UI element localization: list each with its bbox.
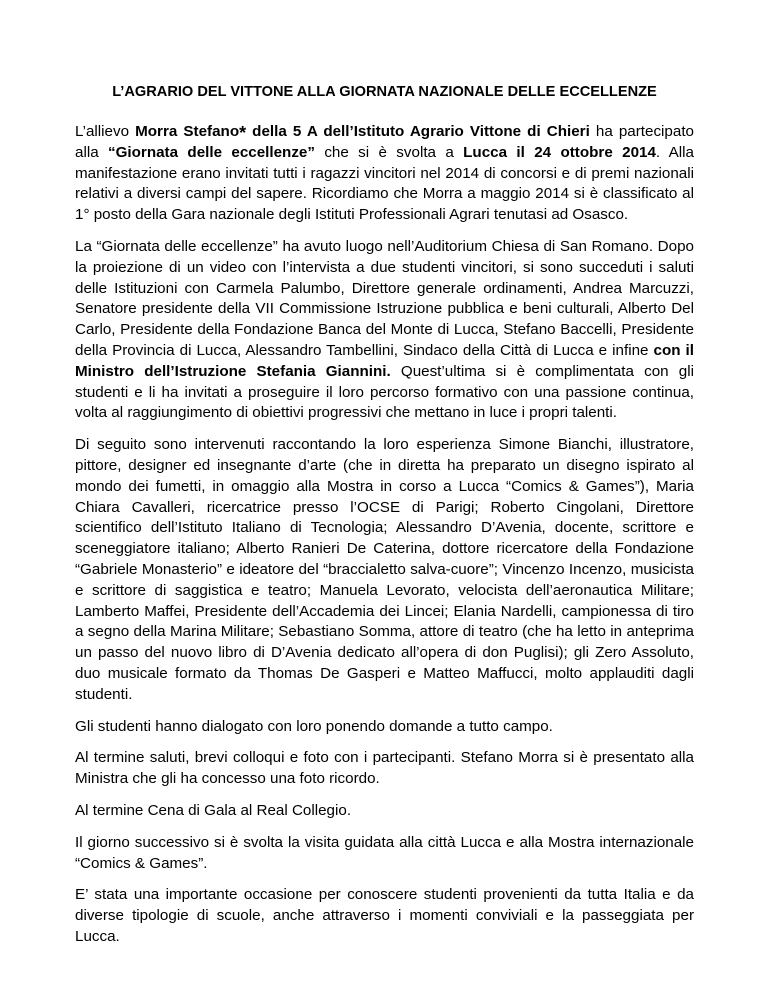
paragraph-3: Di seguito sono intervenuti raccontando la loro esperienza Simone Bianchi, illustratore, pittore, designer ed insegnante d’arte (che in diretta ha preparato un disegno ispirato al mondo dei fumetti, in omaggio alla Mostra in corso a Lucca “Comics & Games”), Maria Chiara Cavalleri, ricercatrice presso l’OCSE di Parigi; Roberto Cingolani, Direttore scientifico dell’Istituto Italiano di Tecnologia; Alessandro D’Avenia, docente, scrittore e sceneggiatore italiano; Alberto Ranieri De Caterina, dottore ricercatore della Fondazione “Gabriele Monasterio” e ideatore del “braccialetto salva-cuore”; Vincenzo Incenzo, musicista e scrittore di saggistica e teatro; Manuela Levorato, velocista dell’aeronautica Militare; Lamberto Maffei, Presidente dell’Accademia dei Lincei; Elania Nardelli, campionessa di tiro a segno della Marina Militare; Sebastiano Somma, attore di teatro (che ha letto in anteprima un passo del nuovo libro di D’Avenia dedicato all’opera di don Puglisi); gli Zero Assoluto, duo musicale formato da Thomas De Gasperi e Matteo Maffucci, molto applauditi dagli studenti.	[75, 436, 694, 703]
p2-text-1: La “Giornata delle eccellenze” ha avuto luogo nell’Auditorium Chiesa di San Romano. Dopo la proiezione di un video con l’intervista a due studenti vincitori, si sono succeduti i saluti delle Istituzioni con Carmela Palumbo, Direttore generale ordinamenti, Andrea Marcuzzi, Senatore presidente della VII Commissione Istruzione pubblica e beni culturali, Alberto Del Carlo, Presidente della Fondazione Banca del Monte di Lucca, Stefano Baccelli, Presidente della Provincia di Lucca, Alessandro Tambellini, Sindaco della Città di Lucca e infine	[75, 237, 694, 359]
asterisk-mark: *	[239, 123, 247, 143]
document-title: L’AGRARIO DEL VITTONE ALLA GIORNATA NAZIONALE DELLE ECCELLENZE	[112, 84, 657, 100]
p2-text-2: Quest’ultima si è complimentata con gli studenti e li ha invitati a proseguire il loro percorso formativo con una passione continua, volta al raggiungimento di obiettivi progressivi che mettano in luce i propri talenti.	[75, 362, 694, 422]
paragraph-4: Gli studenti hanno dialogato con loro ponendo domande a tutto campo.	[75, 717, 553, 735]
paragraph-2	[75, 237, 694, 424]
paragraph-8: E’ stata una importante occasione per conoscere studenti provenienti da tutta Italia e da diverse tipologie di scuole, anche attraverso i momenti conviviali e la passeggiata per Lucca.	[75, 886, 694, 945]
paragraph-5: Al termine saluti, brevi colloqui e foto con i partecipanti. Stefano Morra si è presentato alla Ministra che gli ha concesso una foto ricordo.	[75, 749, 694, 788]
p1-text-3: che si è svolta a	[314, 143, 464, 161]
p1-text-1: L’allievo	[75, 123, 136, 140]
p1-event-name: “Giornata delle eccellenze”	[108, 143, 315, 161]
p1-student-name: Morra Stefano	[135, 123, 240, 140]
paragraph-1	[75, 122, 694, 226]
p2-minister: con il Ministro dell’Istruzione Stefania Giannini.	[75, 341, 694, 380]
p1-event-date: Lucca il 24 ottobre 2014	[463, 143, 656, 161]
paragraph-7: Il giorno successivo si è svolta la visita guidata alla città Lucca e alla Mostra internazionale “Comics & Games”.	[75, 833, 694, 872]
p1-text-4: . Alla manifestazione erano invitati tutti i ragazzi vincitori nel 2014 di concorsi e di premi nazionali relativi a diversi campi del sapere. Ricordiamo che Morra a maggio 2014 si è classificato al 1° posto della Gara nazionale degli Istituti Professionali Agrari tenutasi ad Osasco.	[75, 143, 694, 224]
p1-text-2: ha partecipato alla	[75, 123, 694, 161]
paragraph-6: Al termine Cena di Gala al Real Collegio.	[75, 801, 352, 819]
document-page	[75, 82, 694, 959]
p1-school: della 5 A dell’Istituto Agrario Vittone di Chieri	[246, 123, 590, 140]
